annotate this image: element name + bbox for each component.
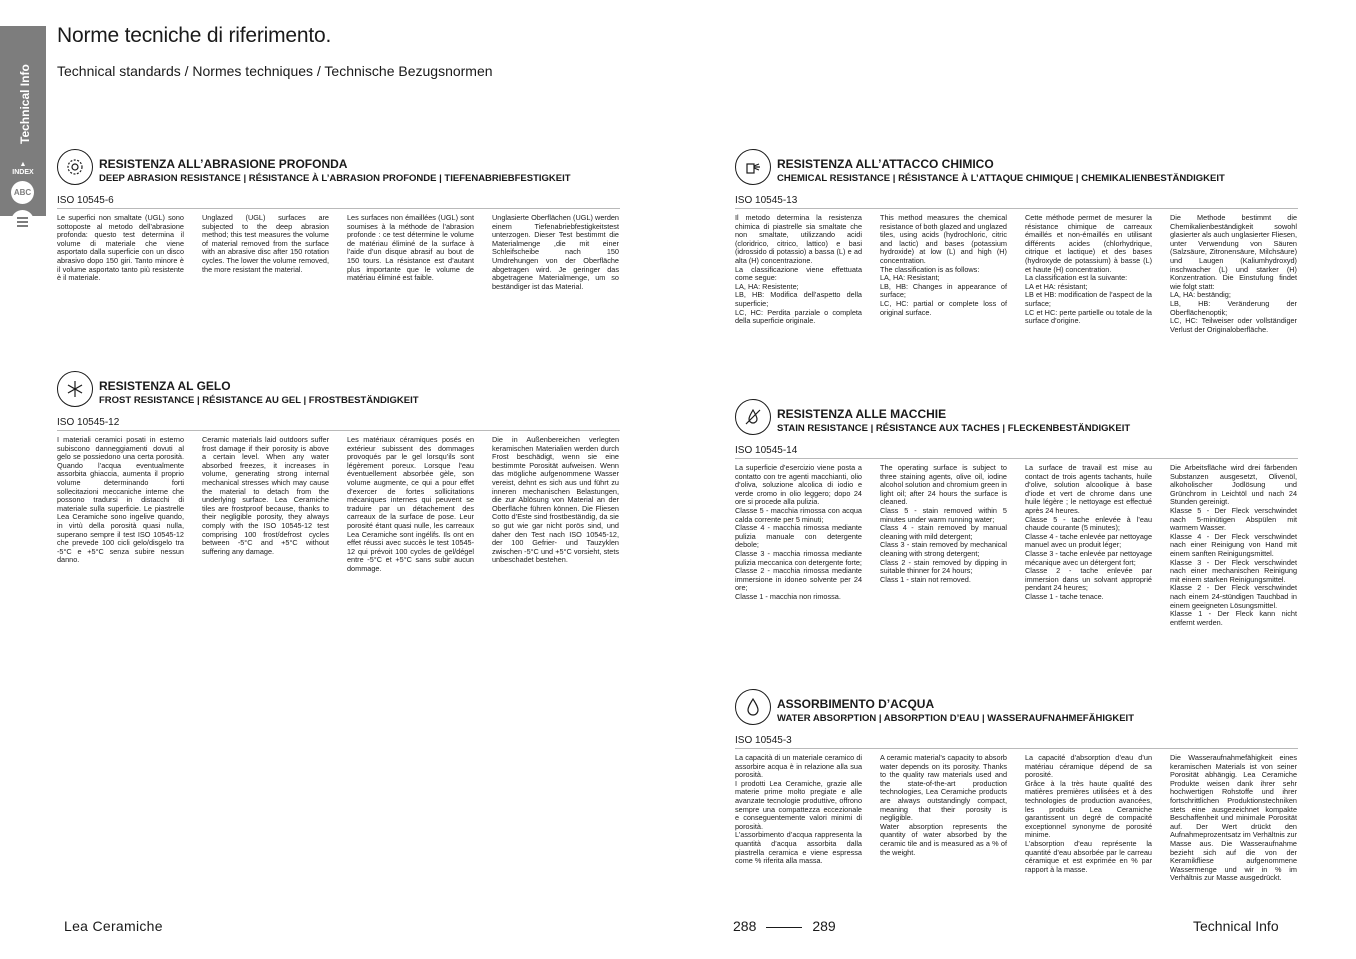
column-fr <box>1025 754 1152 883</box>
iso-code: ISO 10545-14 <box>735 445 798 456</box>
paragraph: Classe 4 - macchia rimossa mediante pulizia manuale con detergente debole; <box>735 523 862 550</box>
paragraph: LC, HC: Teilweiser oder vollständiger Verlust der Originaloberfläche. <box>1170 316 1297 334</box>
paragraph: I prodotti Lea Ceramiche, grazie alle materie prime molto pregiate e alle avanzate tecnologie produttive, offrono sempre una compattezza eccezionale e conseguentemente valori minimi di porosità. <box>735 778 862 831</box>
paragraph: Die Wasseraufnahmefähigkeit eines keramischen Materials ist von seiner Porosität abhängig. Lea Ceramiche Produkte weisen dank ihrer sehr hochwertigen Rohstoffe und ihrer fortschrittlichen Produktionstechniken stets eine ausgezeichnet kompakte Beschaffenheit und minimale Porosität auf. Der Wert drückt den Aufnahmeprozentsatz im Verhältnis zur Masse aus. Die Wasseraufnahme bezieht sich auf die von der Keramikfliese aufgenommene Wassermenge und wir in % im Verhältnis zur Masse ausgedrückt. <box>1170 753 1297 883</box>
divider <box>735 748 1298 749</box>
abc-index-button[interactable]: ABC <box>11 181 34 204</box>
paragraph: A ceramic material’s capacity to absorb water depends on its porosity. Thanks to the quality raw materials used and the state-of-the-art production technologies, Lea Ceramiche products are always outstandingly compact, meaning that their porosity is negligible. <box>880 753 1007 823</box>
text-columns <box>57 214 620 291</box>
paragraph: Classe 3 - tache enlevée par nettoyage mécanique avec un détergent fort; <box>1025 548 1152 567</box>
paragraph: LC, HC: partial or complete loss of original surface. <box>880 298 1007 317</box>
paragraph: LB, HB: Changes in appearance of surface; <box>880 281 1007 300</box>
page-title: Norme tecniche di riferimento. <box>57 24 332 47</box>
paragraph: Classe 5 - tache enlevée à l’eau chaude courante (5 minutes); <box>1025 514 1152 533</box>
iso-code: ISO 10545-12 <box>57 417 120 428</box>
paragraph: LC, HC: Perdita parziale o completa della superficie originale. <box>735 307 862 326</box>
text-columns <box>735 214 1298 334</box>
paragraph: La capacité d’absorption d’eau d’un matériau céramique dépend de sa porosité. <box>1025 753 1152 780</box>
section-subtitle: STAIN RESISTANCE | RÉSISTANCE AUX TACHES | FLECKENBESTÄNDIGKEIT <box>777 423 1131 434</box>
page-subtitle: Technical standards / Normes techniques / Technische Bezugsnormen <box>57 63 493 79</box>
page-separator <box>766 927 802 928</box>
column-it <box>735 754 862 883</box>
paragraph: The classification is as follows: <box>880 264 980 274</box>
column-it <box>57 436 184 574</box>
paragraph: Unglasierte Oberflächen (UGL) werden einem Tiefenabriebfestigkeitstest unterzogen. Dieser Test bestimmt die Materialmenge ,die mit einer Schleifscheibe nach 150 Umdrehungen von der Oberfläche abgetragen wird. Je geringer das abgetragene Materialmenge, um so beständiger ist das Material. <box>492 213 619 291</box>
paragraph: Le superfici non smaltate (UGL) sono sottoposte al metodo dell’abrasione profonda: questo test determina il volume di materiale che viene asportato dalla superficie con un disco abrasivo dopo 150 giri. Tanto minore è il volume asportato tanto più resistente è il materiale. <box>57 213 184 283</box>
paragraph: La classificazione viene effettuata come segue: <box>735 264 862 283</box>
brand-name: Lea Ceramiche <box>64 918 163 934</box>
page-numbers <box>733 918 836 934</box>
column-it <box>735 464 862 627</box>
text-columns <box>735 464 1298 627</box>
paragraph: I materiali ceramici posati in esterno subiscono danneggiamenti dovuti al gelo se possiedono una certa porosità. Quando l’acqua eventualmente assorbita ghiaccia, aumenta il proprio volume determinando forti sollecitazioni meccaniche interne che possono tradursi in distacchi di materiale sulla superficie. Le piastrelle Lea Ceramiche sono ingelive quando, in virtù della porosità quasi nulla, superano sempre il test ISO 10545-12 che prevede 100 cicli gelo/disgelo tra -5°C e +5°C senza subire nessun danno. <box>57 435 184 565</box>
paragraph: Class 3 - stain removed by mechanical cleaning with strong detergent; <box>880 540 1007 558</box>
column-de <box>1170 464 1297 627</box>
paragraph: Die in Außenbereichen verlegten keramischen Materialien werden durch Frost beschädigt, wenn sie eine bestimmte Porosität aufweisen. Wenn das mögliche aufgenommene Wasser vereist, dehnt es sich aus und führt zu inneren mechanischen Belastungen, die zur Ablösung von Material an der Oberfläche führen können. Die Fliesen Cotto d’Este sind frostbeständig, da sie so gut wie gar nicht porös sind, und daher den Test nach ISO 10545-12, der 100 Gefrier- und Tauzyklen zwischen -5°C und +5°C vorsieht, stets unbeschadet bestehen. <box>492 435 619 565</box>
paragraph: LC et HC: perte partielle ou totale de la surface d’origine. <box>1025 307 1152 326</box>
section-subtitle: CHEMICAL RESISTANCE | RÉSISTANCE À L’ATTAQUE CHIMIQUE | CHEMIKALIENBESTÄNDIGKEIT <box>777 173 1225 184</box>
column-en <box>202 214 329 291</box>
paragraph: L’absorption d’eau représente la quantité d’eau absorbée par le carreau céramique et est exprimée en % par rapport à la masse. <box>1025 838 1152 874</box>
section-title: RESISTENZA ALLE MACCHIE <box>777 407 947 421</box>
paragraph: Classe 3 - macchia rimossa mediante pulizia meccanica con detergente forte; <box>735 548 862 567</box>
sidebar-label[interactable]: Technical Info <box>18 64 32 144</box>
paragraph: Klasse 3 - Der Fleck verschwindet nach einer mechanischen Reinigung mit einem starken Reinigungsmittel. <box>1170 557 1297 584</box>
paragraph: Water absorption represents the quantity of water absorbed by the ceramic tile and is measured as a % of the weight. <box>880 821 1007 857</box>
paragraph: Klasse 2 - Der Fleck verschwindet nach einem 24-stündigen Tauchbad in einem geeigneten Lösungsmittel. <box>1170 583 1297 610</box>
paragraph: This method measures the chemical resistance of both glazed and unglazed tiles, using acids (hydrochloric, citric and lactic) and bases (potassium hydroxide) at low (L) and high (H) concentration. <box>880 213 1007 265</box>
paragraph: Ceramic materials laid outdoors suffer frost damage if their porosity is above a certain level. When any water absorbed freezes, it increases in volume, generating strong internal mechanical stresses which may cause the material to detach from the underlying surface. Lea Ceramiche tiles are frostproof because, thanks to their negligible porosity, they always comply with the ISO 10545-12 test comprising 100 frost/defrost cycles between -5°C and +5°C without suffering any damage. <box>202 435 329 556</box>
paragraph: Class 4 - stain removed by manual cleaning with mild detergent; <box>880 523 1007 541</box>
text-columns <box>57 436 620 574</box>
column-fr <box>347 214 474 291</box>
paragraph: LA, HA: Resistente; <box>735 281 799 291</box>
paragraph: Klasse 1 - Der Fleck kann nicht entfernt werden. <box>1170 609 1297 627</box>
column-fr <box>1025 464 1152 627</box>
paragraph: Classe 4 - tache enlevée par nettoyage manuel avec un produit léger; <box>1025 531 1152 550</box>
column-it <box>735 214 862 334</box>
iso-code: ISO 10545-6 <box>57 195 114 206</box>
paragraph: LB et HB: modification de l’aspect de la surface; <box>1025 290 1152 308</box>
paragraph: La surface de travail est mise au contact de trois agents tachants, huile d’olive, solution alcoolique à base d’iode et vert de chrome dans une huile légère ; le nettoyage est effectué après 24 heures. <box>1025 463 1152 515</box>
column-en <box>880 754 1007 883</box>
paragraph: Grâce à la très haute qualité des matières premières utilisées et à des technologies de production avancées, les produits Lea Ceramiche garantissent un degré de compacité exceptionnel synonyme de porosité minime. <box>1025 778 1152 840</box>
paragraph: Cette méthode permet de mesurer la résistance chimique de carreaux émaillés et non-émaillés en utilisant différents acides (chlorhydrique, citrique et lactique) et des bases (hydroxyde de potassium) à basse (L) et haute (H) concentration. <box>1025 213 1152 274</box>
column-en <box>202 436 329 574</box>
section-subtitle: WATER ABSORPTION | ABSORPTION D’EAU | WASSERAUFNAHMEFÄHIGKEIT <box>777 713 1134 724</box>
text-columns <box>735 754 1298 883</box>
snowflake-icon <box>57 371 93 407</box>
section-title: ASSORBIMENTO D’ACQUA <box>777 697 935 711</box>
divider <box>735 458 1298 459</box>
paragraph: Classe 5 - macchia rimossa con acqua calda corrente per 5 minuti; <box>735 505 862 524</box>
paragraph: Die Methode bestimmt die Chemikalienbeständigkeit sowohl glasierter als auch unglasierter Fliesen, unter Verwendung von Säuren (Salzsäure, Zitronensäure, Milchsäure) und Laugen (Kaliumhydroxyd) inschwacher (L) und starker (H) Konzentration. Die Einstufung findet wie folgt statt: <box>1170 213 1297 291</box>
section-title: RESISTENZA AL GELO <box>99 379 231 393</box>
footer-section-label: Technical Info <box>1193 918 1279 934</box>
water-drop-icon <box>735 689 771 725</box>
column-fr <box>347 436 474 574</box>
column-de <box>492 214 619 291</box>
paragraph: LB, HB: Modifica dell’aspetto della superficie; <box>735 290 862 308</box>
paragraph: Classe 2 - tache enlevée par immersion dans un solvant approprié pendant 24 heures; <box>1025 566 1152 593</box>
paragraph: Classe 1 - macchia non rimossa. <box>735 591 841 601</box>
sidebar-tab <box>0 26 46 216</box>
paragraph: Classe 2 - macchia rimossa mediante immersione in idoneo solvente per 24 ore; <box>735 566 862 593</box>
menu-icon[interactable] <box>11 210 34 233</box>
page-left: 288 <box>733 918 757 934</box>
paragraph: The operating surface is subject to three staining agents, olive oil, iodine alcohol solution and chromium green in light oil; after 24 hours the surface is cleaned. <box>880 463 1007 507</box>
section-subtitle: DEEP ABRASION RESISTANCE | RÉSISTANCE À L’ABRASION PROFONDE | TIEFENABRIEBFESTIGKEIT <box>99 173 571 184</box>
paragraph: Class 1 - stain not removed. <box>880 574 971 584</box>
paragraph: Les surfaces non émaillées (UGL) sont soumises à la méthode de l’abrasion profonde : ce test détermine le volume de matériau éliminé de la surface à l’aide d’un disque abrasif au bout de 150 tours. La résistance est d’autant plus importante que le volume de matériau éliminé est faible. <box>347 213 474 283</box>
section-title: RESISTENZA ALL’ATTACCO CHIMICO <box>777 157 994 171</box>
divider <box>57 430 620 431</box>
iso-code: ISO 10545-3 <box>735 735 792 746</box>
paragraph: LA et HA: résistant; <box>1025 281 1088 291</box>
iso-code: ISO 10545-13 <box>735 195 798 206</box>
paragraph: Class 2 - stain removed by dipping in suitable thinner for 24 hours; <box>880 557 1007 576</box>
paragraph: LB, HB: Veränderung der Oberflächenoptik; <box>1170 298 1297 317</box>
paragraph: Die Arbeitsfläche wird drei färbenden Substanzen ausgesetzt, Olivenöl, alkoholischer Jodlösung und Grünchrom in Leichtöl und nach 24 Stunden gereinigt. <box>1170 463 1297 507</box>
column-it <box>57 214 184 291</box>
column-de <box>492 436 619 574</box>
chemical-spray-icon <box>735 149 771 185</box>
page-right: 289 <box>812 918 836 934</box>
stain-drop-icon <box>735 399 771 435</box>
column-fr <box>1025 214 1152 334</box>
paragraph: La superficie d’esercizio viene posta a contatto con tre agenti macchianti, olio d’oliva, soluzione alcolica di iodio e verde cromo in olio leggero; dopo 24 ore si procede alla pulizia. <box>735 463 862 507</box>
section-subtitle: FROST RESISTANCE | RÉSISTANCE AU GEL | FROSTBESTÄNDIGKEIT <box>99 395 419 406</box>
paragraph: Les matériaux céramiques posés en extérieur subissent des dommages provoqués par le gel lorsqu’ils sont légèrement poreux. Lorsque l’eau éventuellement absorbée gèle, son volume augmente, ce qui a pour effet d’exercer de fortes sollicitations mécaniques internes qui peuvent se traduire par un détachement des carreaux de la surface de pose. Leur porosité étant quasi nulle, les carreaux Lea Ceramiche sont ingélifs. Ils ont en effet réussi avec succès le test 10545-12 qui prévoit 100 cycles de gel/dégel entre -5°C et +5°C sans subir aucun dommage. <box>347 435 474 573</box>
paragraph: LA, HA: Resistant; <box>880 273 940 283</box>
divider <box>735 208 1298 209</box>
abrasion-icon <box>57 149 93 185</box>
section-title: RESISTENZA ALL’ABRASIONE PROFONDA <box>99 157 348 171</box>
paragraph: Unglazed (UGL) surfaces are subjected to the deep abrasion method; this test measures the volume of material removed from the surface with an abrasive disc after 150 rotation cycles. The lower the volume removed, the more resistant the material. <box>202 213 329 274</box>
paragraph: Klasse 5 - Der Fleck verschwindet nach 5-minütigen Abspülen mit warmem Wasser. <box>1170 505 1297 533</box>
paragraph: L’assorbimento d’acqua rappresenta la quantità d’acqua assorbita dalla piastrella ceramica e viene espressa come % riferita alla massa. <box>735 830 862 866</box>
column-de <box>1170 754 1297 883</box>
paragraph: Class 5 - stain removed within 5 minutes under warm running water; <box>880 505 1007 524</box>
paragraph: La classification est la suivante: <box>1025 273 1128 283</box>
paragraph: Klasse 4 - Der Fleck verschwindet nach einer Reinigung von Hand mit einem sanften Reinigungsmittel. <box>1170 531 1297 558</box>
paragraph: LA, HA: beständig; <box>1170 290 1231 300</box>
paragraph: Classe 1 - tache tenace. <box>1025 591 1104 601</box>
divider <box>57 208 620 209</box>
index-label[interactable]: ▲ INDEX <box>12 161 34 176</box>
paragraph: Il metodo determina la resistenza chimica di piastrelle sia smaltate che non smaltate, utilizzando acidi (cloridrico, citrico, lattico) e basi (idrossido di potassio) a bassa (L) e ad alta (H) concentrazione. <box>735 213 862 265</box>
column-en <box>880 464 1007 627</box>
paragraph: La capacità di un materiale ceramico di assorbire acqua è in relazione alla sua porosità. <box>735 753 862 780</box>
column-en <box>880 214 1007 334</box>
column-de <box>1170 214 1297 334</box>
